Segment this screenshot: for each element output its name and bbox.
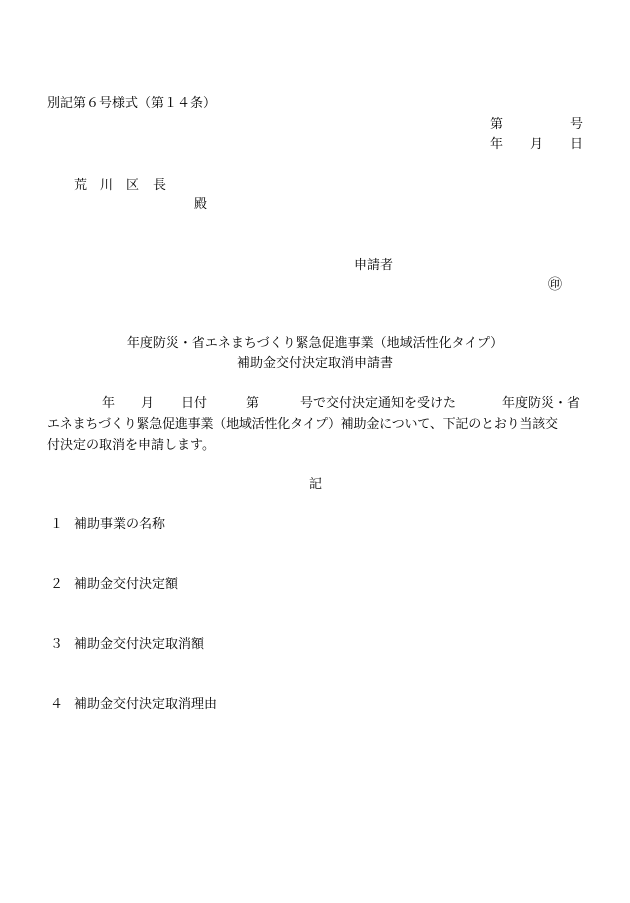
document-title-line2: 補助金交付決定取消申請書 <box>236 356 393 371</box>
applicant-label: 申請者 <box>354 258 394 273</box>
addressee-char-4: 長 <box>153 178 167 193</box>
body-line-3: 付決定の取消を申請します。 <box>47 438 215 453</box>
number-prefix: 第 <box>490 117 504 132</box>
number-suffix: 号 <box>570 117 584 132</box>
item-number-2: ２ <box>50 577 64 592</box>
date-month: 月 <box>530 137 544 152</box>
addressee-char-1: 荒 <box>74 178 88 193</box>
item-label-4: 補助金交付決定取消理由 <box>74 697 218 712</box>
body-notice-text: 号で交付決定通知を受けた <box>300 396 457 411</box>
addressee-char-2: 川 <box>100 178 114 193</box>
seal-mark-icon: ㊞ <box>548 277 562 293</box>
item-label-3: 補助金交付決定取消額 <box>74 637 205 652</box>
date-day: 日 <box>570 137 584 152</box>
item-label-1: 補助事業の名称 <box>74 517 166 532</box>
date-year: 年 <box>490 137 504 152</box>
form-label: 別記第６号様式（第１４条） <box>47 96 217 111</box>
body-year: 年 <box>102 396 116 411</box>
body-fiscal-year-text: 年度防災・省 <box>502 396 581 411</box>
body-day: 日付 <box>181 396 208 411</box>
body-line-2: エネまちづくり緊急促進事業（地域活性化タイプ）補助金について、下記のとおり当該交 <box>47 417 558 432</box>
document-title-line1: 年度防災・省エネまちづくり緊急促進事業（地域活性化タイプ） <box>126 336 504 351</box>
item-label-2: 補助金交付決定額 <box>74 577 179 592</box>
body-dai: 第 <box>246 396 260 411</box>
item-number-3: ３ <box>50 637 64 652</box>
addressee-honorific: 殿 <box>194 197 208 212</box>
item-number-4: ４ <box>50 697 64 712</box>
body-month: 月 <box>141 396 155 411</box>
addressee-char-3: 区 <box>126 178 140 193</box>
item-number-1: １ <box>50 517 64 532</box>
ki-heading: 記 <box>309 477 323 492</box>
